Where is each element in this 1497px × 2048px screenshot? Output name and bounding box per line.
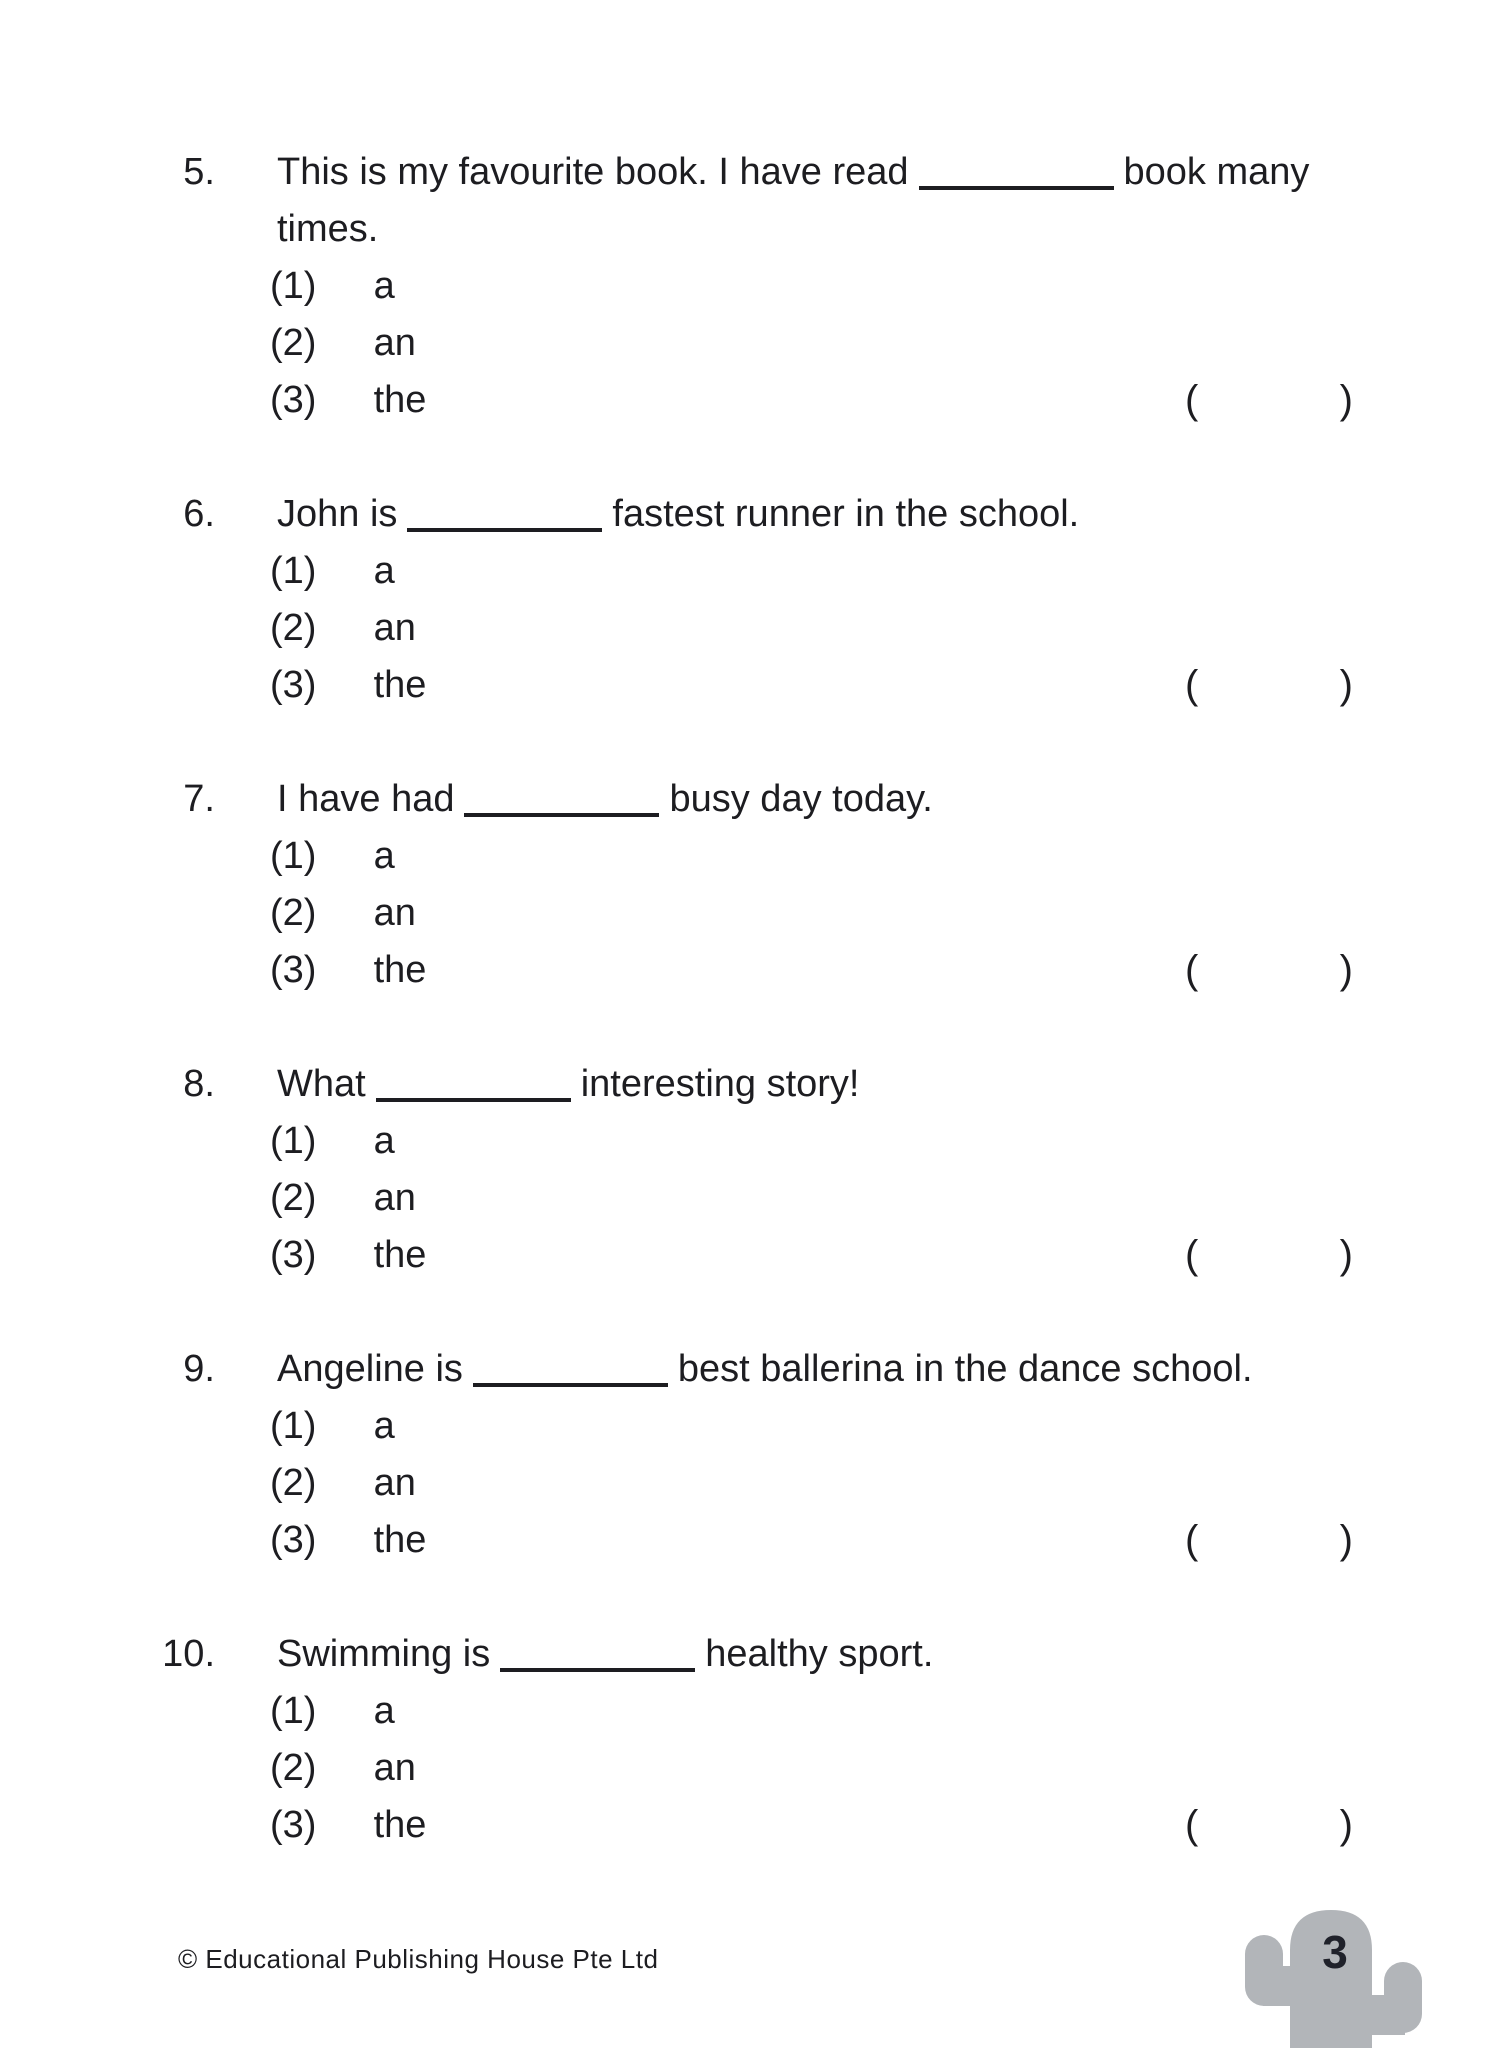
options-list bbox=[270, 543, 1079, 714]
option-row bbox=[270, 1227, 860, 1284]
option-label: (1) bbox=[270, 1405, 317, 1447]
option-label: (2) bbox=[270, 1462, 317, 1504]
options-list bbox=[270, 1398, 1253, 1569]
stem-text-before: I have had bbox=[277, 778, 455, 820]
option-row bbox=[270, 1512, 1253, 1569]
option-text: the bbox=[373, 1804, 427, 1846]
question-body bbox=[270, 1341, 1253, 1569]
option-label: (3) bbox=[270, 1519, 317, 1561]
option-label: (1) bbox=[270, 1120, 317, 1162]
option-text: the bbox=[373, 379, 427, 421]
option-label: (3) bbox=[270, 379, 317, 421]
question-item bbox=[0, 1056, 1497, 1284]
question-body bbox=[270, 771, 933, 999]
question-stem bbox=[277, 1626, 933, 1683]
options-list bbox=[270, 258, 1309, 429]
close-paren: ) bbox=[1339, 663, 1353, 707]
option-label: (1) bbox=[270, 550, 317, 592]
close-paren: ) bbox=[1339, 948, 1353, 992]
stem-text-before: This is my favourite book. I have read bbox=[277, 151, 909, 193]
option-row bbox=[270, 828, 933, 885]
question-item bbox=[0, 486, 1497, 714]
answer-parens bbox=[1185, 1227, 1353, 1284]
answer-parens bbox=[1185, 372, 1353, 429]
question-number: 8. bbox=[183, 1063, 215, 1105]
question-body bbox=[270, 144, 1310, 429]
question-item bbox=[0, 1341, 1497, 1569]
question-number: 10. bbox=[162, 1633, 215, 1675]
option-row bbox=[270, 543, 1079, 600]
option-text: an bbox=[373, 607, 416, 649]
questions-list bbox=[0, 144, 1497, 1911]
question-number: 7. bbox=[183, 778, 215, 820]
option-row bbox=[270, 885, 933, 942]
close-paren: ) bbox=[1339, 1518, 1353, 1562]
page-number: 3 bbox=[1322, 1926, 1348, 1978]
option-row bbox=[270, 315, 1309, 372]
question-stem bbox=[277, 486, 1079, 543]
question-item bbox=[0, 771, 1497, 999]
option-text: an bbox=[373, 1462, 416, 1504]
options-list bbox=[270, 828, 933, 999]
option-row bbox=[270, 1398, 1253, 1455]
option-text: the bbox=[373, 949, 427, 991]
question-stem bbox=[277, 1056, 860, 1113]
answer-blank bbox=[376, 1097, 571, 1102]
option-label: (3) bbox=[270, 664, 317, 706]
answer-parens bbox=[1185, 657, 1353, 714]
stem-text-after: best ballerina in the dance school. bbox=[677, 1348, 1253, 1390]
answer-blank bbox=[919, 185, 1114, 190]
stem-text-after: fastest runner in the school. bbox=[612, 493, 1080, 535]
option-row bbox=[270, 1113, 860, 1170]
question-body bbox=[270, 1056, 860, 1284]
option-text: a bbox=[373, 1690, 395, 1732]
option-row bbox=[270, 1455, 1253, 1512]
option-text: the bbox=[373, 1519, 427, 1561]
answer-blank bbox=[473, 1382, 668, 1387]
close-paren: ) bbox=[1339, 1803, 1353, 1847]
answer-blank bbox=[464, 812, 659, 817]
option-row bbox=[270, 258, 1309, 315]
options-list bbox=[270, 1113, 860, 1284]
question-item bbox=[0, 1626, 1497, 1854]
answer-blank bbox=[407, 527, 602, 532]
question-stem bbox=[277, 1341, 1253, 1398]
question-stem bbox=[277, 144, 1309, 258]
answer-parens bbox=[1185, 1512, 1353, 1569]
open-paren: ( bbox=[1185, 1518, 1199, 1562]
stem-text-after: busy day today. bbox=[669, 778, 933, 820]
option-label: (3) bbox=[270, 949, 317, 991]
option-row bbox=[270, 942, 933, 999]
option-label: (2) bbox=[270, 607, 317, 649]
option-label: (2) bbox=[270, 322, 317, 364]
stem-text-before: John is bbox=[277, 493, 398, 535]
option-text: an bbox=[373, 1747, 416, 1789]
stem-text-after: healthy sport. bbox=[705, 1633, 934, 1675]
option-label: (2) bbox=[270, 892, 317, 934]
option-text: a bbox=[373, 1120, 395, 1162]
option-row bbox=[270, 1170, 860, 1227]
option-row bbox=[270, 372, 1309, 429]
option-text: a bbox=[373, 835, 395, 877]
stem-text-before: What bbox=[277, 1063, 366, 1105]
option-label: (2) bbox=[270, 1747, 317, 1789]
option-row bbox=[270, 600, 1079, 657]
option-text: the bbox=[373, 664, 427, 706]
question-number: 9. bbox=[183, 1348, 215, 1390]
open-paren: ( bbox=[1185, 378, 1199, 422]
question-number: 6. bbox=[183, 493, 215, 535]
option-text: a bbox=[373, 1405, 395, 1447]
open-paren: ( bbox=[1185, 1803, 1199, 1847]
option-row bbox=[270, 1797, 933, 1854]
option-row bbox=[270, 1683, 933, 1740]
option-row bbox=[270, 1740, 933, 1797]
option-row bbox=[270, 657, 1079, 714]
close-paren: ) bbox=[1339, 1233, 1353, 1277]
cactus-page-marker bbox=[1243, 1903, 1453, 2048]
stem-text-before: Swimming is bbox=[277, 1633, 491, 1675]
option-label: (1) bbox=[270, 835, 317, 877]
answer-blank bbox=[500, 1667, 695, 1672]
question-body bbox=[270, 1626, 934, 1854]
option-label: (1) bbox=[270, 265, 317, 307]
option-label: (3) bbox=[270, 1234, 317, 1276]
close-paren: ) bbox=[1339, 378, 1353, 422]
stem-text-before: Angeline is bbox=[277, 1348, 463, 1390]
question-item bbox=[0, 144, 1497, 429]
options-list bbox=[270, 1683, 933, 1854]
answer-parens bbox=[1185, 1797, 1353, 1854]
option-label: (3) bbox=[270, 1804, 317, 1846]
option-label: (1) bbox=[270, 1690, 317, 1732]
option-text: a bbox=[373, 265, 395, 307]
stem-text-after: interesting story! bbox=[580, 1063, 860, 1105]
question-number: 5. bbox=[183, 151, 215, 193]
open-paren: ( bbox=[1185, 663, 1199, 707]
stem-text-after: book many bbox=[1123, 151, 1310, 193]
copyright-notice: © Educational Publishing House Pte Ltd bbox=[178, 1944, 659, 1974]
option-text: a bbox=[373, 550, 395, 592]
option-label: (2) bbox=[270, 1177, 317, 1219]
question-body bbox=[270, 486, 1080, 714]
option-text: an bbox=[373, 892, 416, 934]
option-text: an bbox=[373, 322, 416, 364]
answer-parens bbox=[1185, 942, 1353, 999]
stem-text-line2: times. bbox=[277, 208, 379, 250]
open-paren: ( bbox=[1185, 948, 1199, 992]
open-paren: ( bbox=[1185, 1233, 1199, 1277]
question-stem bbox=[277, 771, 933, 828]
option-text: an bbox=[373, 1177, 416, 1219]
option-text: the bbox=[373, 1234, 427, 1276]
